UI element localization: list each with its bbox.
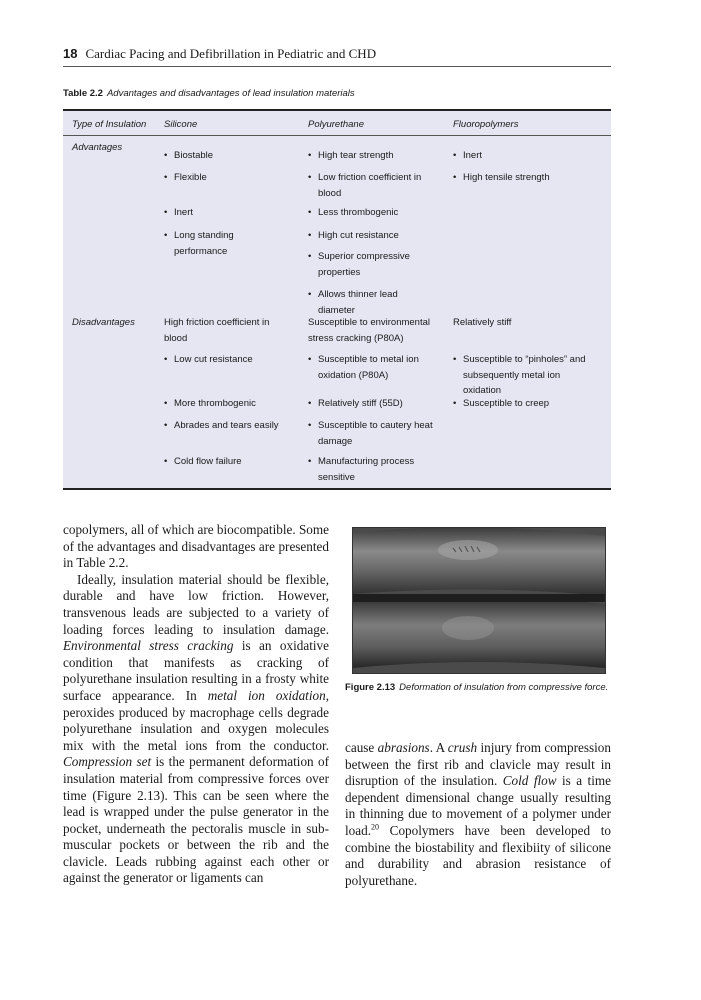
list-item: • Flexible — [164, 172, 207, 183]
col-header-type: Type of Insulation — [72, 119, 147, 130]
list-item: • Abrades and tears easily — [164, 420, 279, 431]
list-item: • Cold flow failure — [164, 456, 242, 467]
figure-caption — [345, 681, 611, 695]
list-item: • Susceptible to cautery heat damage — [308, 420, 433, 447]
list-item: • Low friction coefficient in blood — [308, 172, 422, 199]
list-item: High friction coefficient in blood — [164, 317, 270, 344]
body-left-column — [63, 522, 329, 887]
table-caption-text: Advantages and disadvantages of lead insulation materials — [106, 88, 355, 99]
list-item: • Biostable — [164, 150, 214, 161]
reference-marker: 20 — [371, 822, 380, 832]
row-label-disadvantages: Disadvantages — [72, 317, 135, 328]
list-item: • High tensile strength — [453, 172, 550, 183]
col-header-fluoropolymers: Fluoropolymers — [453, 119, 519, 130]
list-item: • More thrombogenic — [164, 398, 256, 409]
figure-label: Figure 2.13 — [345, 682, 396, 693]
figure-caption-text: Deformation of insulation from compressive force. — [399, 682, 609, 693]
list-item: • Inert — [453, 150, 483, 161]
figure-photo — [352, 527, 606, 674]
list-item: • High cut resistance — [308, 230, 399, 241]
table-caption — [63, 88, 355, 99]
list-item: • Long standing performance — [164, 230, 234, 257]
list-item: • Low cut resistance — [164, 354, 253, 365]
list-item: Relatively stiff — [453, 317, 512, 328]
paragraph: cause abrasions. A crush injury from compression between the first rib and clavicle may result in disruption of the insulation. Cold flow is a time dependent dimensional change usually resulting in thinning due to movement of a polymer under load.$^{20}$ Copolymers have been developed to combine the biostability and flexibiity of silicone and durability and abrasion resistance of polyurethane. — [345, 740, 611, 888]
paragraph: copolymers, all of which are biocompatible. Some of the advantages and disadvantages are presented in Table 2.2. — [63, 522, 329, 571]
body-right-column — [345, 740, 611, 889]
paragraph: Ideally, insulation material should be flexible, durable and have low friction. However, transvenous leads are subjected to a variety of loading forces leading to insulation damage. Environmental stress cracking is an oxidative condition that manifests as cracking of polyurethane insulation resulting in a frosty white surface appearance. In metal ion oxidation, peroxides produced by macrophage cells degrade polyurethane insulation and oxygen molecules mix with the metal ions from the conductor. Compression set is the permanent deformation of insulation material from compressive forces over time (Figure 2.13). This can be seen where the lead is wrapped under the pulse generator in the pocket, underneath the pectoralis muscle in sub-muscular pockets or between the rib and the clavicle. Leads rubbing against each other or against the generator or ligaments can — [63, 571, 329, 886]
list-item: • High tear strength — [308, 150, 394, 161]
list-item: • Relatively stiff (55D) — [308, 398, 403, 409]
col-header-polyurethane: Polyurethane — [308, 119, 364, 130]
row-label-advantages: Advantages — [72, 142, 123, 153]
list-item: • Superior compressive properties — [308, 251, 410, 278]
table-label: Table 2.2 — [63, 88, 103, 99]
running-head — [63, 46, 611, 67]
list-item: • Susceptible to “pinholes” and subsequently metal ion oxidation — [453, 354, 586, 396]
page-number: 18 — [63, 46, 78, 61]
list-item: • Less thrombogenic — [308, 207, 399, 218]
list-item: Susceptible to environmental stress cracking (P80A) — [308, 317, 430, 344]
table-header-row — [63, 111, 611, 136]
list-item: • Manufacturing process sensitive — [308, 456, 415, 483]
lead-compression-photo — [353, 528, 605, 673]
list-item: • Inert — [164, 207, 194, 218]
running-title: Cardiac Pacing and Defibrillation in Pediatric and CHD — [85, 46, 377, 61]
list-item: • Susceptible to creep — [453, 398, 550, 409]
col-header-silicone: Silicone — [164, 119, 198, 130]
list-item: • Susceptible to metal ion oxidation (P80A) — [308, 354, 419, 381]
insulation-table — [63, 109, 611, 490]
list-item: • Allows thinner lead diameter — [308, 289, 398, 316]
